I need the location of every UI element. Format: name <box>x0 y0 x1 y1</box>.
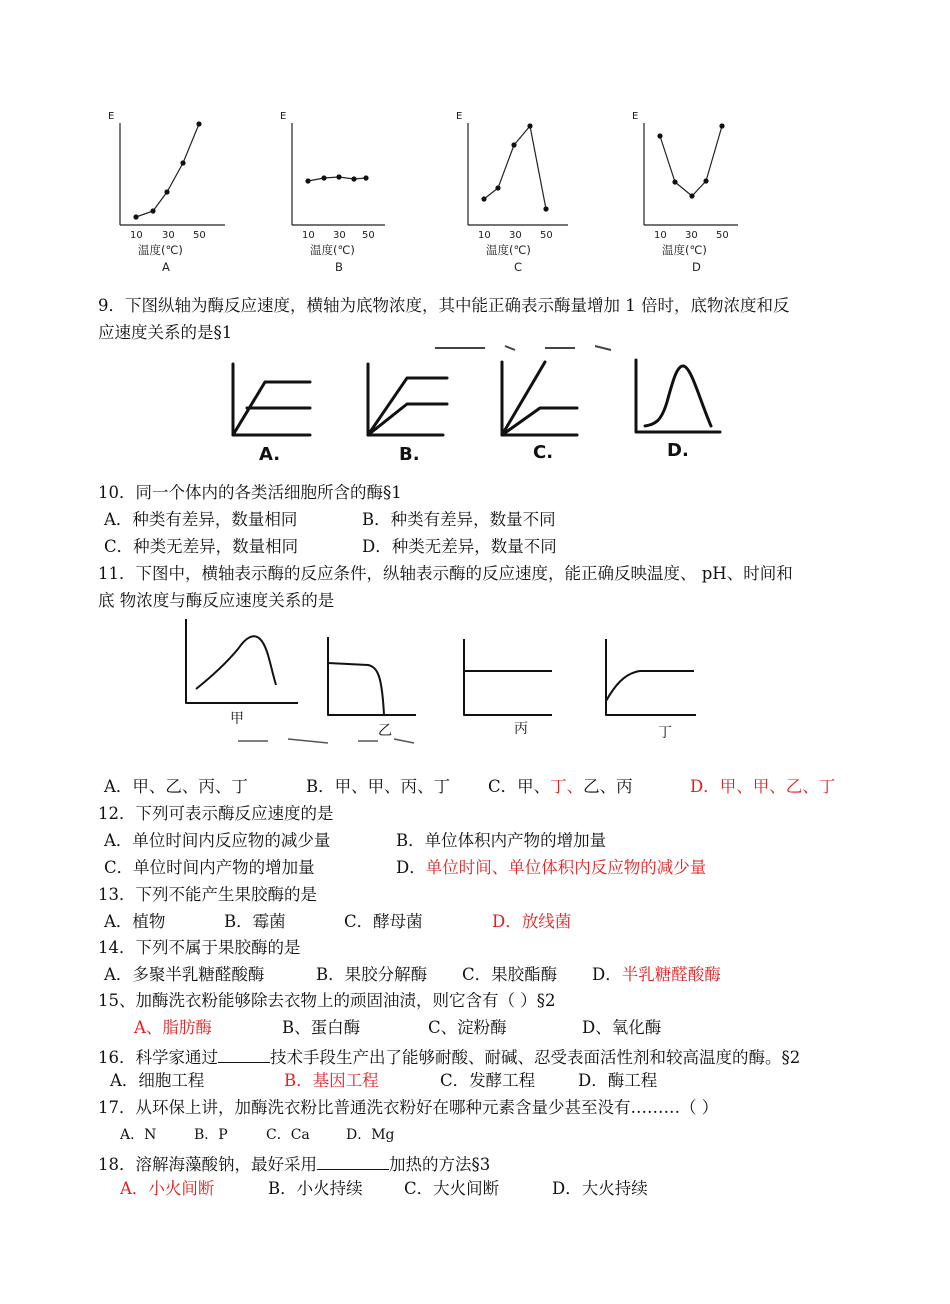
q14-option-d-pre: D． <box>592 965 622 984</box>
q11-option-c <box>488 776 633 798</box>
q16-option-a: A．细胞工程 <box>110 1071 205 1090</box>
q16-stem <box>98 1044 800 1069</box>
q15-option-c: C、淀粉酶 <box>428 1018 507 1037</box>
q11-option-b: B．甲、甲、丙、丁 <box>306 777 451 796</box>
x-axis-label: 温度(℃) <box>486 243 531 257</box>
q12-option-d <box>396 857 706 879</box>
q16-option-b: B．基因工程 <box>284 1071 379 1090</box>
x-tick: 30 <box>509 230 522 241</box>
q17-option-d: D．Mg <box>346 1127 395 1143</box>
x-tick: 30 <box>685 230 698 241</box>
q10-stem: 10．同一个体内的各类活细胞所含的酶§1 <box>98 483 402 502</box>
q16-stem-pre: 16．科学家通过 <box>98 1048 218 1067</box>
q12-option-a: A．单位时间内反应物的减少量 <box>104 831 331 850</box>
q9-stem-line1: 9．下图纵轴为酶反应速度，横轴为底物浓度，其中能正确表示酶量增加 1 倍时，底物浓度和反 <box>98 296 790 315</box>
q18-blank <box>317 1151 389 1170</box>
x-tick: 50 <box>193 230 206 241</box>
q14-option-b: B．果胶分解酶 <box>316 965 428 984</box>
q16-stem-post: 技术手段生产出了能够耐酸、耐碱、忍受表面活性剂和较高温度的酶。§2 <box>270 1048 801 1067</box>
q11-stem-line2: 底 物浓度与酶反应速度关系的是 <box>98 591 335 610</box>
q11-option-d: D．甲、甲、乙、丁 <box>690 777 836 796</box>
x-tick: 10 <box>654 230 667 241</box>
q15-option-a: A、脂肪酶 <box>134 1018 212 1037</box>
axis-e-label: E <box>108 111 115 122</box>
q18-stem-post: 加热的方法§3 <box>389 1155 491 1174</box>
axis-e-label: E <box>280 111 287 122</box>
q9-stem-line2: 应速度关系的是§1 <box>98 323 233 342</box>
q13-option-c: C．酵母菌 <box>344 912 423 931</box>
axis-e-label: E <box>456 111 463 122</box>
axis-e-label: E <box>632 111 639 122</box>
q11-graphs <box>178 615 758 747</box>
q17-stem: 17．从环保上讲，加酶洗衣粉比普通洗衣粉好在哪种元素含量少甚至没有………（ ） <box>98 1098 719 1117</box>
x-tick: 50 <box>540 230 553 241</box>
q12-stem: 12．下列可表示酶反应速度的是 <box>98 804 334 823</box>
x-tick: 10 <box>478 230 491 241</box>
x-tick: 30 <box>162 230 175 241</box>
q10-option-c: C．种类无差异，数量相同 <box>104 537 299 556</box>
q11-option-c-red: 丁、 <box>550 777 584 796</box>
q18-option-a: A．小火间断 <box>120 1179 215 1198</box>
q18-option-d: D．大火持续 <box>552 1179 648 1198</box>
q17-option-c: C．Ca <box>266 1127 310 1143</box>
q18-stem <box>98 1151 490 1176</box>
q9-graphs <box>215 342 735 470</box>
q14-option-d-red: 半乳糖醛酸酶 <box>621 965 721 984</box>
q18-option-c: C．大火间断 <box>404 1179 500 1198</box>
q12-option-b: B．单位体积内产物的增加量 <box>396 831 607 850</box>
x-tick: 10 <box>302 230 315 241</box>
panel-label: B. <box>399 444 420 465</box>
q13-option-b: B．霉菌 <box>224 912 286 931</box>
x-axis-label: 温度(℃) <box>310 243 355 257</box>
x-tick: 50 <box>716 230 729 241</box>
x-tick: 10 <box>130 230 143 241</box>
q11-stem-line1: 11．下图中，横轴表示酶的反应条件，纵轴表示酶的反应速度，能正确反映温度、 pH、时间和 <box>98 564 793 583</box>
panel-label: 丁 <box>658 725 672 741</box>
q17-option-b: B．P <box>194 1127 228 1143</box>
q16-blank <box>218 1044 270 1063</box>
panel-label: B <box>335 260 343 274</box>
q15-stem: 15、加酶洗衣粉能够除去衣物上的顽固油渍，则它含有（ ）§2 <box>98 991 556 1010</box>
q17-option-a: A．N <box>120 1127 157 1143</box>
q16-option-d: D．酶工程 <box>578 1071 658 1090</box>
x-axis-label: 温度(℃) <box>662 243 707 257</box>
q8-graphs <box>100 105 760 277</box>
q11-option-c-pre: C．甲、 <box>488 777 551 796</box>
q13-option-d: D．放线菌 <box>492 912 572 931</box>
q13-stem: 13．下列不能产生果胶酶的是 <box>98 885 317 904</box>
q12-option-c: C．单位时间内产物的增加量 <box>104 858 315 877</box>
q12-option-d-red: 单位时间、单位体积内反应物的减少量 <box>425 858 707 877</box>
panel-label: 丙 <box>514 721 528 737</box>
q14-option-c: C．果胶酯酶 <box>462 965 558 984</box>
panel-label: D <box>692 260 701 274</box>
x-axis-label: 温度(℃) <box>138 243 183 257</box>
q11-option-c-post: 乙、丙 <box>583 777 633 796</box>
x-tick: 30 <box>333 230 346 241</box>
panel-label: C. <box>533 442 554 463</box>
q14-option-d <box>592 964 721 986</box>
q14-option-a: A．多聚半乳糖醛酸酶 <box>104 965 265 984</box>
q13-option-a: A．植物 <box>104 912 166 931</box>
q10-option-b: B．种类有差异，数量不同 <box>362 510 556 529</box>
q14-stem: 14．下列不属于果胶酶的是 <box>98 938 301 957</box>
q16-option-c: C．发酵工程 <box>440 1071 536 1090</box>
panel-label: 甲 <box>230 711 244 727</box>
q12-option-d-pre: D． <box>396 858 426 877</box>
panel-label: C <box>514 260 523 274</box>
panel-label: A <box>162 260 170 274</box>
q10-option-a: A．种类有差异，数量相同 <box>104 510 298 529</box>
x-tick: 50 <box>362 230 375 241</box>
q18-option-b: B．小火持续 <box>268 1179 363 1198</box>
panel-label: A. <box>259 444 281 465</box>
q10-option-d: D．种类无差异，数量不同 <box>362 537 557 556</box>
q15-option-d: D、氧化酶 <box>582 1018 662 1037</box>
q15-option-b: B、蛋白酶 <box>282 1018 361 1037</box>
q11-option-a: A．甲、乙、丙、丁 <box>104 777 248 796</box>
q18-stem-pre: 18．溶解海藻酸钠，最好采用 <box>98 1155 317 1174</box>
panel-label: D. <box>667 440 689 461</box>
panel-label: 乙 <box>378 723 392 739</box>
